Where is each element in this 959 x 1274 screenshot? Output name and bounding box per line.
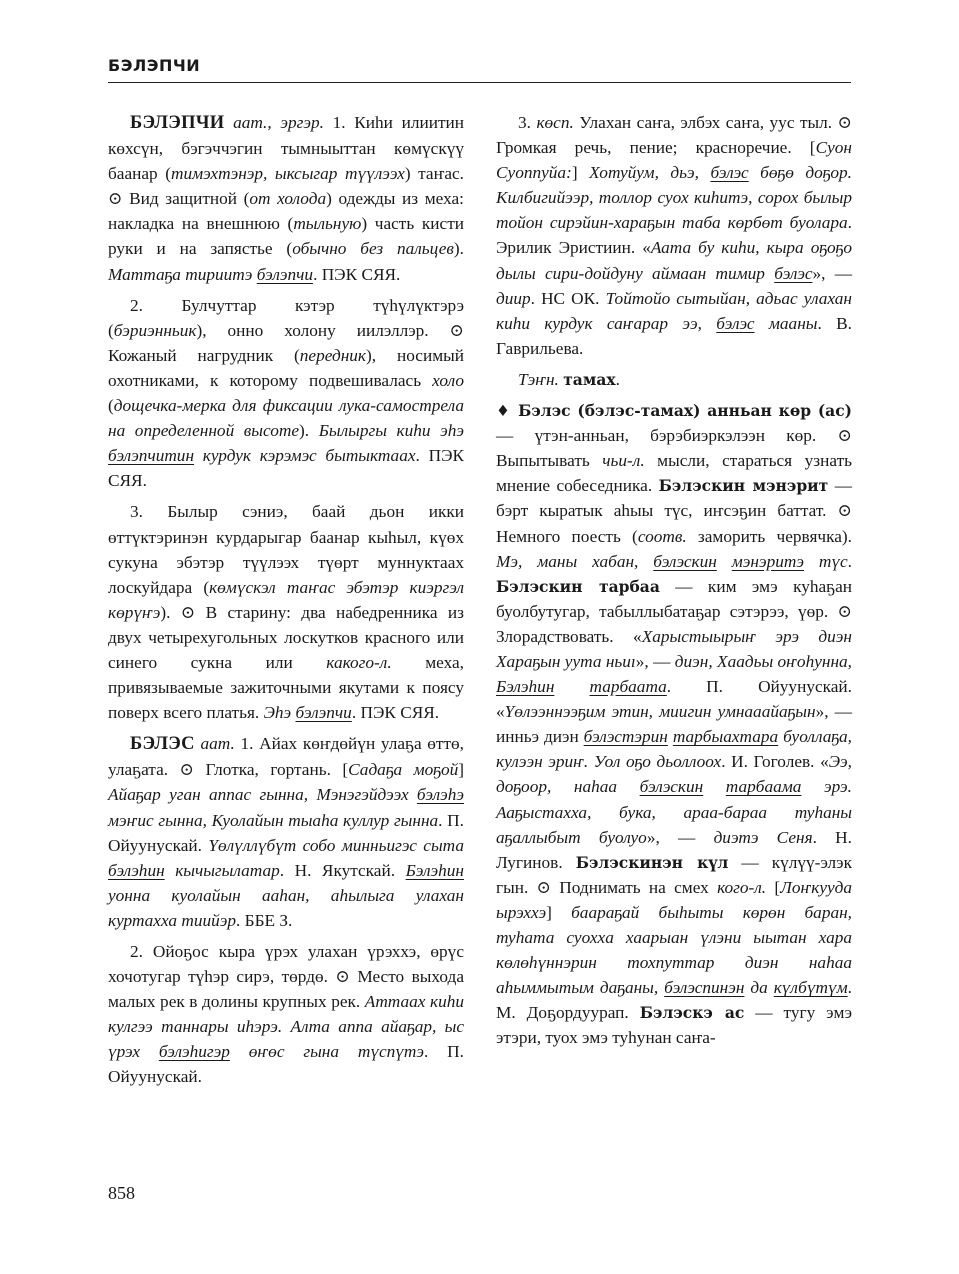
text: — үтэн-анньан, бэрэбиэркэлээн көр. ⊙ Выпытывать [496,426,852,471]
page-number: 858 [108,1183,135,1203]
text: — ким эмэ куһаҕан буолбутугар, табыллыбатаҕар сэтэрээ, үөр. ⊙ Злорадствовать. « [496,576,852,646]
example-italic: Мэ, маны хабан, [496,551,654,571]
example-underlined: мэнэритэ [731,551,804,571]
synonym-word: тамах [563,369,616,389]
example-italic: мааны [754,313,818,333]
source: . ПЭК СЯЯ. [313,264,401,284]
phrase-headword: ♦ Бэлэс (бэлэс-тамах) анньан көр (ас) [496,401,852,421]
text: . [615,369,620,389]
example-italic: мэҥис гынна, Куолайын тыаһа куллур гынна [108,810,439,830]
example-underlined: күлбүтүм [773,978,848,998]
example-italic: баараҕай быһыты көрөн баран, туһата суоххa хаарыан үлэни ыытан хара көлөһүннэрин тохпуттар диэн наһаа аһыммытым даҕаны, [496,902,852,998]
example-underlined: бэлэһин [108,860,165,880]
text-italic: кого-л. [717,877,767,897]
example-underlined: Бэлэһин [405,860,464,880]
text: ) одежды из меха: накладка на внешнюю ( [108,189,464,234]
example-underlined: бэлэс [710,163,749,183]
text: ). [299,421,319,441]
headword: БЭЛЭПЧИ [130,113,225,133]
text-italic: какого-л. [326,652,392,672]
example-italic [703,777,726,796]
phrase-headword: Бэлэскэ ас [639,1003,745,1023]
text: . [847,551,852,571]
text-italic: Садаҕа моҕой [348,760,459,780]
entry-beles-sense-2 [108,939,464,1090]
example-italic: Үөлээннээҕим этин, миигин умнааайаҕын [504,702,816,722]
example-italic [554,677,589,696]
text: ). ⊙ В старину: два набедренника из двух четырехугольных лоскутков красного или синего сукна или [108,602,464,672]
example-italic: Харыстыырыҥ эрэ диэн Хараҕын уута ньиı [496,626,853,671]
text: 1. Айах көҥдөйүн улаҕа өттө, улаҕата. ⊙ Глотка, гортань. [ [108,734,464,780]
example-underlined: бэлэһигэр [158,1042,230,1062]
text: 2. Ойоҕос кыра үрэх улахан үрэххэ, өрүс хочотугар түһэр сирэ, төрдө. ⊙ Место выхода малых рек в долины крупных рек. [108,942,464,1012]
text: », — [646,827,714,847]
grammar-label: аат. [200,734,235,754]
example-italic: буоллаҕа, кулээн эриҥ. Уол оҕо дьоллоох [496,727,852,772]
source: . Н. Якутскай. [279,860,406,880]
example-italic: Эһэ [263,703,296,723]
entry-beles-sense-3 [496,110,852,361]
example-underlined: бэлэспинэн [664,978,745,998]
example-italic: Тойтойо сытыйан, адьас улахан киһи курдук саҥарар ээ, [496,288,852,333]
text: [ [766,877,781,897]
source: . ПЭК СЯЯ. [108,446,465,491]
example-italic: диэтэ Сеня [713,827,813,847]
text: », — [812,263,853,283]
text-italic: тыльную [293,214,362,234]
text: 1. Киһи илиитин көхсүн, бэгэччэгин тымныыттан көмүскүү баанар ( [108,113,464,184]
example-italic: өҥөс гына түспүтэ [229,1042,425,1062]
entry-beles-phrases [496,398,852,1050]
text-italic: Лоҥкууда ырэххэ [496,877,853,922]
source: . Н. Лугинов. [496,827,852,872]
text-italic: Суон Суоппуйа: [496,138,852,183]
example-italic: эрэ. Ааҕыстахха, бука, араа-бараа туһаны аҕаллыбыт буолуо [496,777,852,847]
example-underlined: Бэлэһин [496,677,555,697]
example-italic: түс [803,551,848,571]
text: ) таҥас. ⊙ Вид защитной ( [108,164,464,209]
source: . И. Гоголев. « [721,752,829,772]
text: ), онно холону иилэллэр. ⊙ Кожаный нагрудник ( [108,320,464,365]
example-italic: Аата бу киһи, кыра оҕоҕо дылы сири-дойдуну аймаан тимир [496,238,853,283]
text: ] [571,163,590,183]
example-underlined: бэлэпчи [256,264,314,284]
header-rule [108,82,851,83]
entry-belepchi-sense-3 [108,499,464,725]
source: . Эрилик Эристиин. « [496,213,852,258]
text: ] [458,760,465,780]
entry-belepchi-sense-1 [108,110,464,287]
text-italic: соотв. [637,526,687,546]
grammar-label: аат., эргэр. [233,113,324,132]
phrase-headword: Бэлэскин тарбаа [496,576,660,596]
text: », — [635,651,675,671]
text: 2. Булчуттар кэтэр түһүлүктэрэ ( [108,295,464,340]
source: . ББЕ З. [236,910,293,930]
example-italic: уонна куолайын ааһан, аһылыга улахан куртахха тиийэр [108,885,464,930]
example-italic: да [744,978,774,998]
text-italic: передник [299,345,366,365]
example-italic: Былыргы киһи эһэ [318,421,464,441]
example-underlined: бэлэстэрин [583,727,668,747]
text-italic: тимэхтэнэр, ыксыгар түүлээх [171,164,405,184]
entry-beles-synonym [496,367,852,392]
text-italic: бэриэнньик [113,320,197,340]
example-underlined: тарбаама [725,777,802,797]
example-italic: кычыгылатар [164,860,280,880]
text: 3. [518,113,537,132]
source: . П. Ойуунускай. « [496,677,853,722]
example-underlined: тарбаата [589,677,667,697]
text-italic: көмүскэл таҥас эбэтэр киэргэл көрүҥэ [108,577,464,622]
text-italic: обычно без пальцев [292,239,454,259]
text-italic: дощечка-мерка для фиксации лука-самострела на определенной высоте [108,396,464,441]
text: ). [453,239,464,259]
example-underlined: бэлэпчитин [108,446,195,466]
example-italic: Үөлүллүбүт собо минньигэс сыта [208,835,465,855]
text-italic: чьи-л. [602,451,645,471]
synonym-label: Тэҥн. [518,369,559,389]
text: мысли, стараться узнать мнение собеседника. [496,451,852,496]
example-italic: Ээ, доҕоор, наһаа [496,752,852,797]
phrase-headword: Бэлэскин мэнэрит [658,476,829,496]
text: ), носимый охотниками, к которому подвешивалась [108,345,464,390]
example-underlined: бэлэс [716,313,755,333]
text: ( [108,396,114,416]
example-italic: Айаҕар уган аппас гынна, Мэнэгэйдээх [108,785,417,805]
text-italic: холо [432,370,464,390]
text: ] [546,902,572,922]
headword: БЭЛЭС [130,734,195,755]
text: — бэрт кыратык аһыы түс, иҥсэҕин баттат. ⊙ Немного поесть ( [496,476,852,546]
example-italic: бөҕө доҕор. Килбигийээр, толлор суох киһитэ, сорох былыр тойон сирэйин-хараҕын таба көрбөт буолара [496,163,852,233]
example-underlined: бэлэс [774,263,813,283]
phrase-headword: Бэлэскинэн күл [575,852,729,872]
example-underlined: бэлэскин [653,551,717,571]
example-underlined: бэлэһэ [416,785,464,805]
text: Улахан саҥа, элбэх саҥа, уус тыл. ⊙ Громкая речь, пение; красноречие. [ [496,113,853,158]
text: 3. Былыр сэниэ, баай дьон икки өттүктэринэн курдарыгар баанар кыһыл, күөх сукуна эбэтэр түүлээх түөрт муннуктаах лоскуйдара ( [108,502,464,597]
source: . П. Ойуунускай. [108,810,464,855]
entry-beles-sense-1 [108,731,464,933]
example-italic [717,552,732,571]
text-italic: от холода [249,189,327,209]
text: — күлүү-элэк гын. ⊙ Поднимать на смех [496,852,852,897]
example-underlined: бэлэпчи [295,703,352,723]
text: », — инньэ диэн [496,702,852,747]
example-underlined: тарбыахтара [672,727,779,747]
example-italic: диэн, Хаадьы оҥоһуннa, [674,651,852,671]
source: . НС ОК. [530,288,606,308]
text: заморить червячка). [686,526,852,546]
text: меха, привязываемые зажиточными якутами к поясу поверх всего платья. [108,652,464,723]
source: . П. Ойуунускай. [108,1042,464,1087]
example-italic: курдук кэрэмэс бытыктаах [194,446,416,466]
left-column [108,110,464,1096]
example-underlined: бэлэскин [639,777,704,797]
running-head: БЭЛЭПЧИ [108,56,201,75]
text: — тугу эмэ этэри, туох эмэ туһунан саҥа- [496,1003,853,1048]
source: . М. Доҕордуурап. [496,978,852,1023]
example-italic: диир [496,288,531,308]
example-italic: Хотуйум, дьэ, [589,163,711,183]
source: . ПЭК СЯЯ. [351,703,440,723]
text: ) часть кисти руки и на запястье ( [108,214,465,259]
entry-belepchi-sense-2 [108,293,464,494]
example-italic: Маттаҕа тириитэ [108,264,257,284]
example-italic: Аттаах киһи кулгээ таннары иһэрэ. Алта аппа айаҕар, ыс үрэх [108,992,464,1062]
source: . В. Гаврильева. [496,313,852,358]
grammar-label: көсп. [536,113,574,132]
right-column [496,110,852,1056]
